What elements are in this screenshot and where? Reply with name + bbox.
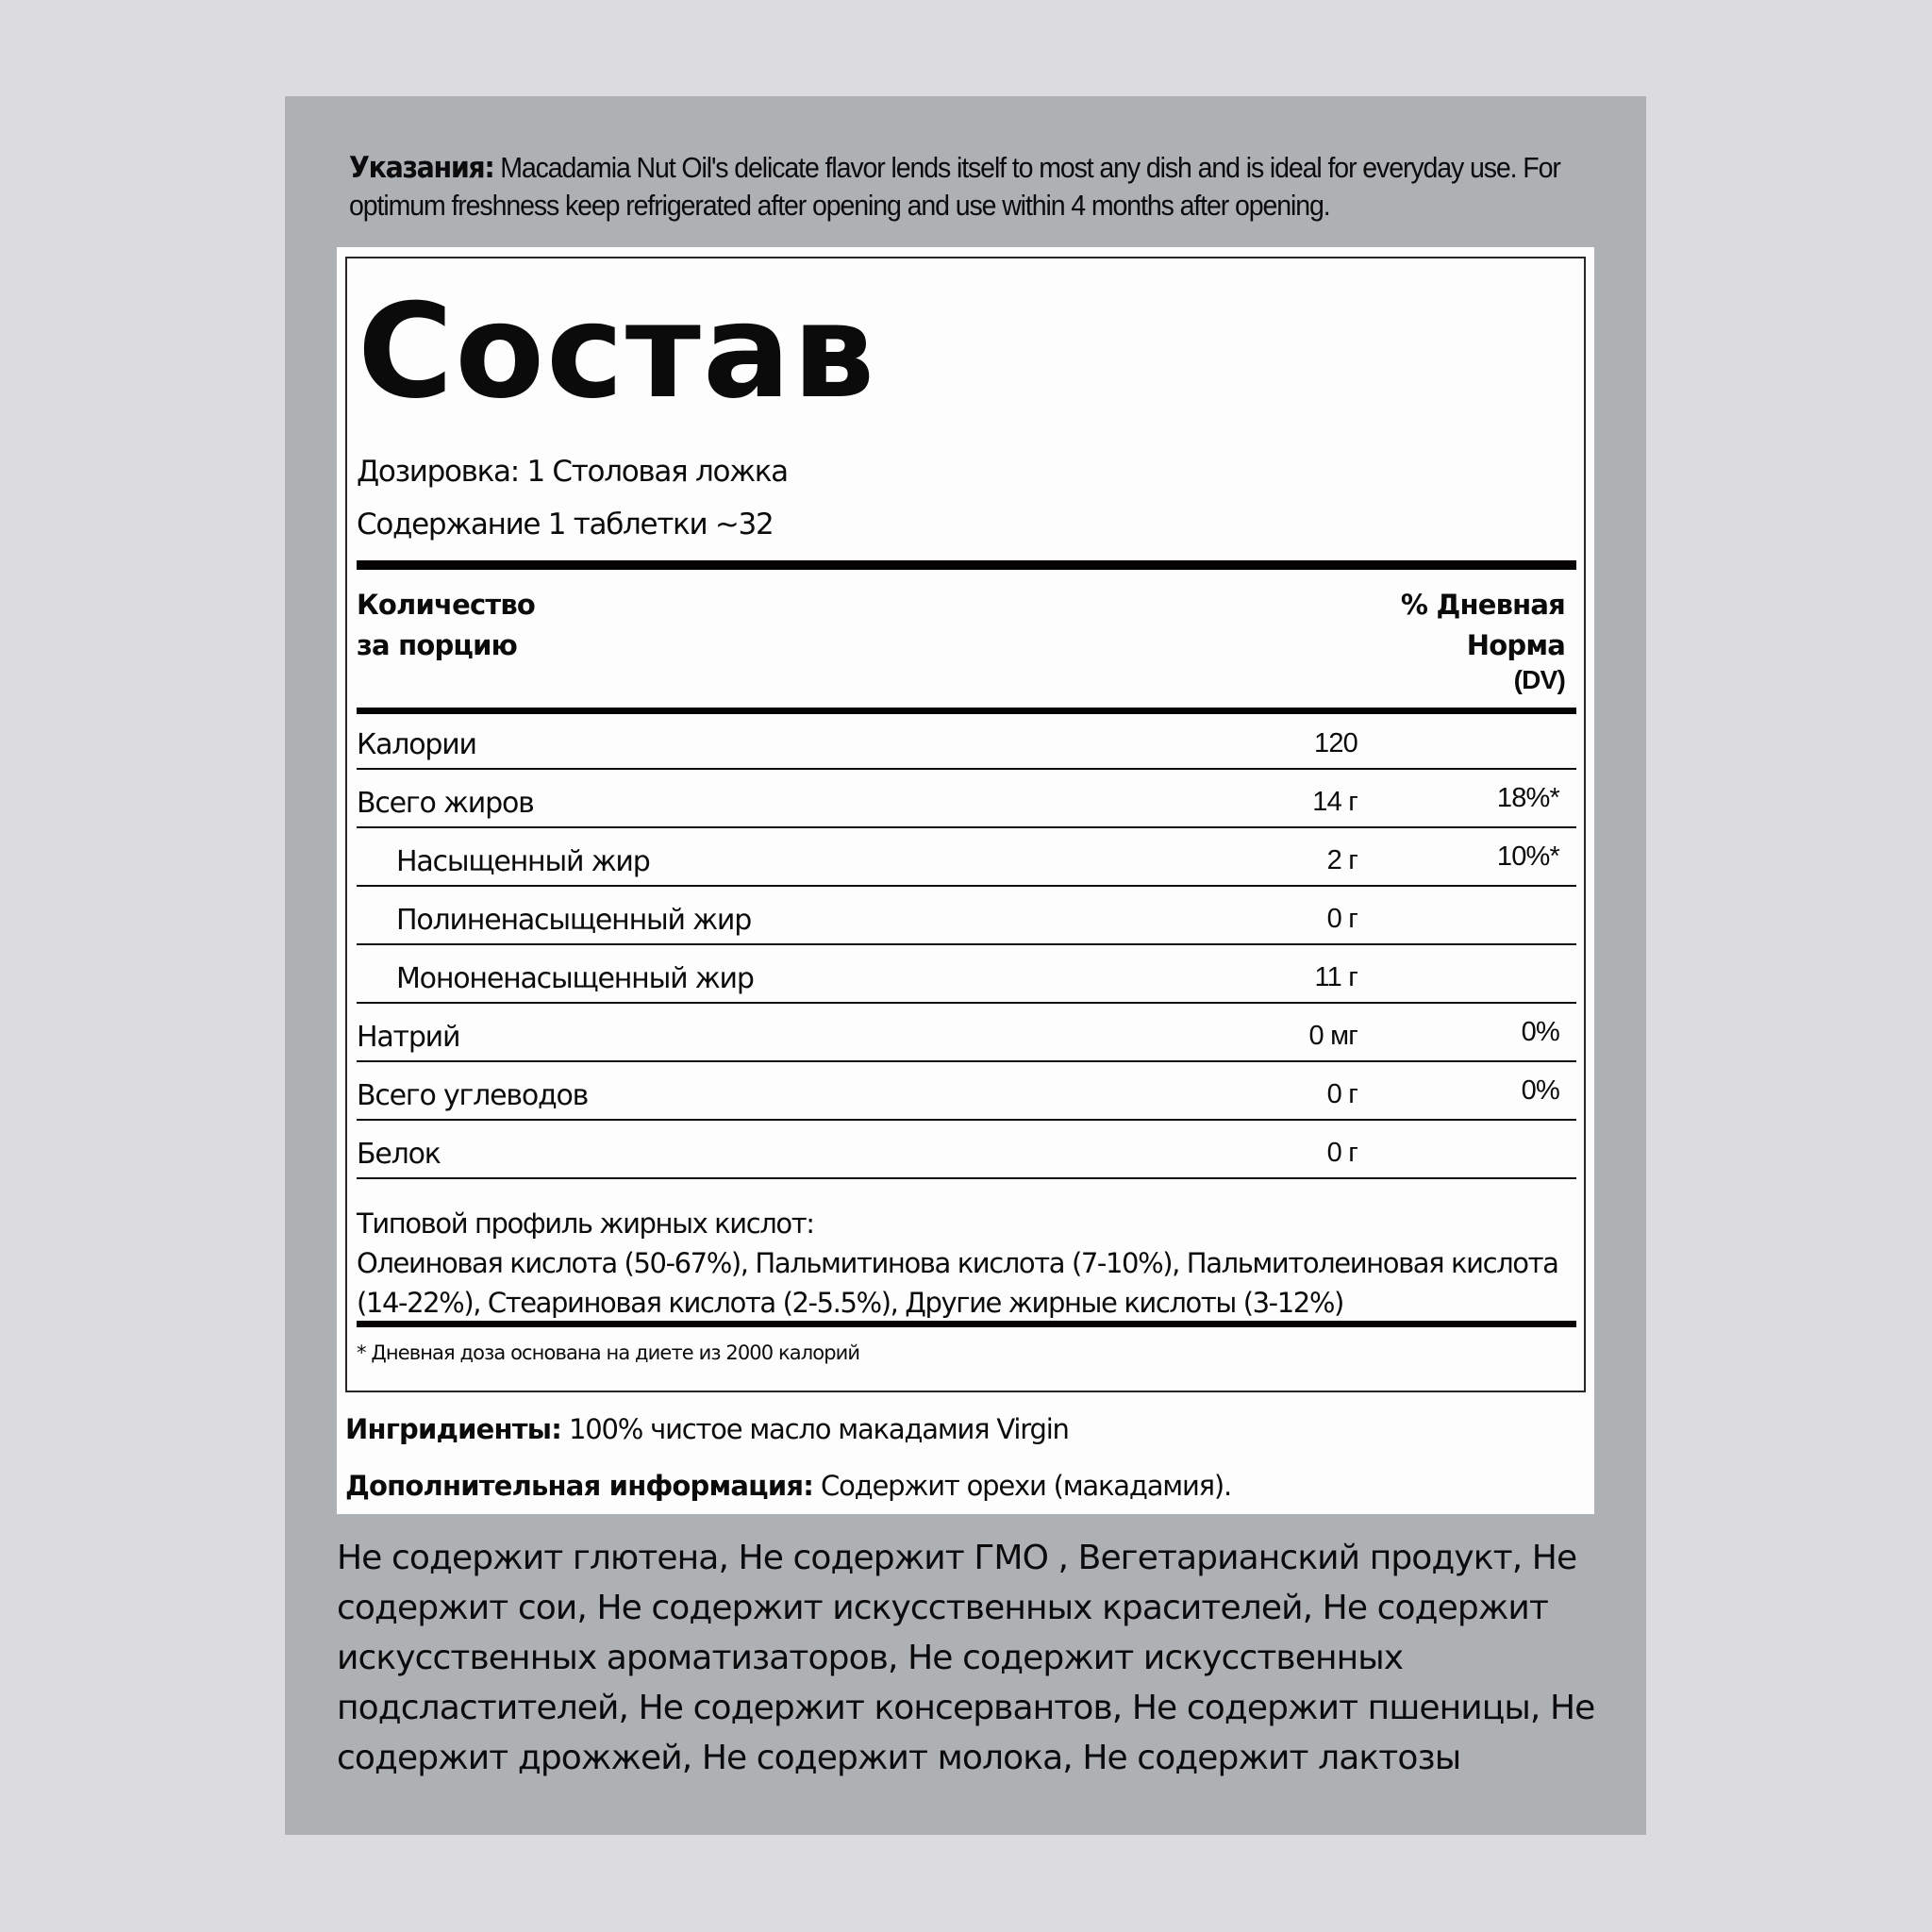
directions-label: Указания: <box>349 151 494 185</box>
ingredients-label: Ингридиенты: <box>345 1413 562 1445</box>
thick-divider <box>357 560 1576 570</box>
additional-info-text: Содержит орехи (макадамия). <box>813 1470 1232 1502</box>
additional-info-line <box>345 1470 1231 1502</box>
nutrient-row-protein: Белок 0 г <box>357 1121 1576 1179</box>
servings-per-container: Содержание 1 таблетки ~32 <box>357 508 774 541</box>
serving-size: Дозировка: 1 Столовая ложка <box>357 455 788 489</box>
nutrient-row-calories: Калории 120 <box>357 711 1576 770</box>
ingredients-line <box>345 1413 1069 1445</box>
amount-per-serving-header: Количество за порцию <box>357 589 536 661</box>
nutrient-table <box>357 711 1576 1179</box>
directions-body: Macadamia Nut Oil's delicate flavor lends itself to most any dish and is ideal for everyday use. For optimum freshness keep refrigerated after opening and use within 4 months after opening. <box>349 151 1560 222</box>
fatty-acid-profile-title: Типовой профиль жирных кислот: <box>357 1208 814 1240</box>
nutrient-row-total-carbs: Всего углеводов 0 г 0% <box>357 1062 1576 1121</box>
nutrient-row-saturated-fat: Насыщенный жир 2 г 10%* <box>357 828 1576 887</box>
directions-text <box>349 149 1573 224</box>
free-from-claims: Не содержит глютена, Не содержит ГМО , Вегетарианский продукт, Не содержит сои, Не содержит искусственных красителей, Не содержит искусственных ароматизаторов, Не содержит искусственных подсластителей, Не содержит консервантов, Не содержит пшеницы, Не содержит дрожжей, Не содержит молока, Не содержит лактозы <box>337 1539 1595 1777</box>
fatty-acid-profile-text: Олеиновая кислота (50-67%), Пальмитинова кислота (7-10%), Пальмитолеиновая кислота (14-22%), Стеариновая кислота (2-5.5%), Другие жирные кислоты (3-12%) <box>357 1247 1558 1319</box>
nutrient-row-polyunsaturated-fat: Полиненасыщенный жир 0 г <box>357 887 1576 945</box>
nutrient-row-total-fat: Всего жиров 14 г 18%* <box>357 770 1576 828</box>
daily-value-footnote: * Дневная доза основана на диете из 2000 калорий <box>357 1341 860 1364</box>
thick-divider <box>357 1321 1576 1327</box>
facts-title: Состав <box>358 275 877 427</box>
fatty-acid-profile <box>357 1204 1576 1323</box>
daily-value-header: % Дневная Норма (DV) <box>1400 589 1565 694</box>
nutrient-row-monounsaturated-fat: Мононенасыщенный жир 11 г <box>357 945 1576 1004</box>
supplement-facts-card <box>337 247 1594 1514</box>
facts-box <box>345 257 1586 1392</box>
nutrient-row-sodium: Натрий 0 мг 0% <box>357 1004 1576 1062</box>
additional-info-label: Дополнительная информация: <box>345 1470 814 1502</box>
ingredients-text: 100% чистое масло макадамия Virgin <box>561 1413 1069 1445</box>
